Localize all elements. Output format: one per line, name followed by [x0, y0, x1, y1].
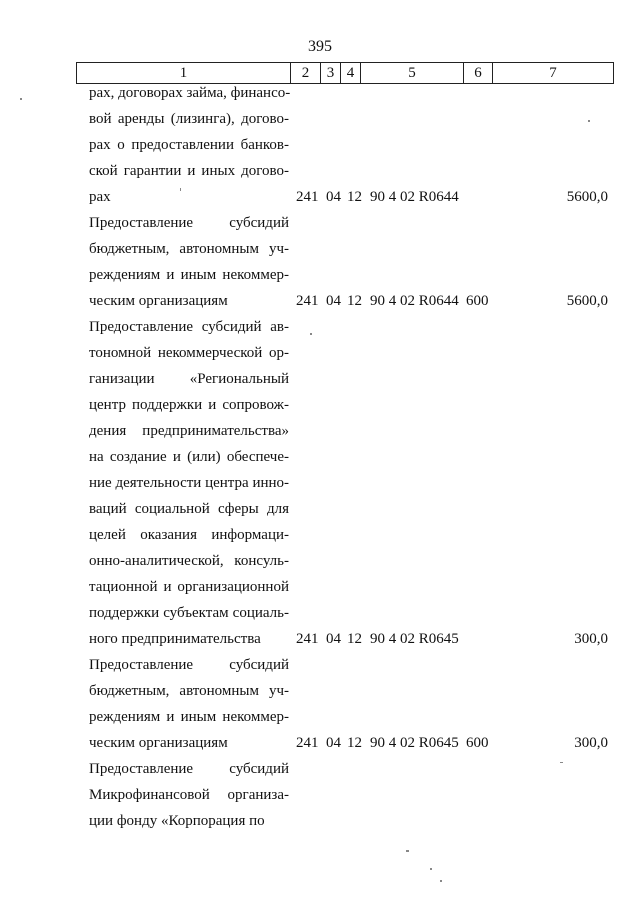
description-line: ганизации «Региональный: [89, 371, 289, 387]
header-col-1: 1: [76, 62, 291, 84]
description-line: Предоставление субсидий: [89, 657, 289, 673]
description-line: Предоставление субсидий: [89, 761, 289, 777]
description-line: ции фонду «Корпорация по: [89, 813, 265, 829]
description-line: тационной и организационной: [89, 579, 289, 595]
page-number: 395: [308, 38, 332, 55]
description-line: на создание и (или) обеспече-: [89, 449, 289, 465]
cell-c7: 5600,0: [566, 293, 608, 309]
cell-c7: 300,0: [574, 631, 608, 647]
cell-c3: 04: [326, 735, 341, 751]
description-line: онно-аналитической, консуль-: [89, 553, 289, 569]
cell-c4: 12: [347, 293, 362, 309]
cell-c2: 241: [296, 631, 319, 647]
cell-c7: 300,0: [574, 735, 608, 751]
description-line: реждениям и иным некоммер-: [89, 267, 289, 283]
header-col-4: 4: [340, 62, 361, 84]
scan-speck: [440, 880, 442, 882]
cell-c5: 90 4 02 R0645: [370, 735, 459, 751]
description-line: ваций социальной сферы для: [89, 501, 289, 517]
header-col-5: 5: [360, 62, 464, 84]
cell-c3: 04: [326, 293, 341, 309]
cell-c5: 90 4 02 R0645: [370, 631, 459, 647]
row-description: [89, 756, 289, 834]
description-line: Микрофинансовой организа-: [89, 787, 289, 803]
description-line: бюджетным, автономным уч-: [89, 241, 289, 257]
cell-c6: 600: [466, 735, 489, 751]
cell-c4: 12: [347, 735, 362, 751]
description-line: центр поддержки и сопровож-: [89, 397, 289, 413]
scan-speck: [20, 98, 22, 100]
cell-c5: 90 4 02 R0644: [370, 189, 459, 205]
cell-c5: 90 4 02 R0644: [370, 293, 459, 309]
scan-speck: [180, 188, 181, 191]
description-line: ческим организациям: [89, 735, 228, 751]
description-line: Предоставление субсидий ав-: [89, 319, 289, 335]
row-description: [89, 80, 289, 210]
description-line: поддержки субъектам социаль-: [89, 605, 289, 621]
scan-speck: [406, 850, 409, 852]
description-line: ние деятельности центра инно-: [89, 475, 290, 491]
cell-c2: 241: [296, 735, 319, 751]
description-line: рах: [89, 189, 111, 205]
description-line: рах, договорах займа, финансо-: [89, 85, 291, 101]
cell-c3: 04: [326, 631, 341, 647]
description-line: ческим организациям: [89, 293, 228, 309]
header-col-6: 6: [463, 62, 493, 84]
description-line: реждениям и иным некоммер-: [89, 709, 289, 725]
scan-speck: [588, 120, 590, 122]
cell-c4: 12: [347, 631, 362, 647]
description-line: рах о предоставлении банков-: [89, 137, 289, 153]
cell-c3: 04: [326, 189, 341, 205]
description-line: дения предпринимательства»: [89, 423, 289, 439]
cell-c2: 241: [296, 293, 319, 309]
cell-c4: 12: [347, 189, 362, 205]
description-line: Предоставление субсидий: [89, 215, 289, 231]
header-col-3: 3: [320, 62, 341, 84]
row-description: [89, 314, 289, 652]
scan-speck: [560, 762, 563, 763]
description-line: вой аренды (лизинга), догово-: [89, 111, 289, 127]
description-line: тономной некоммерческой ор-: [89, 345, 289, 361]
scan-speck: [310, 333, 312, 335]
description-line: целей оказания информаци-: [89, 527, 289, 543]
row-description: [89, 652, 289, 756]
description-line: ской гарантии и иных догово-: [89, 163, 289, 179]
header-col-2: 2: [290, 62, 321, 84]
scan-speck: [430, 868, 432, 870]
description-line: бюджетным, автономным уч-: [89, 683, 289, 699]
row-description: [89, 210, 289, 314]
header-col-7: 7: [492, 62, 614, 84]
cell-c6: 600: [466, 293, 489, 309]
description-line: ного предпринимательства: [89, 631, 261, 647]
cell-c7: 5600,0: [566, 189, 608, 205]
cell-c2: 241: [296, 189, 319, 205]
